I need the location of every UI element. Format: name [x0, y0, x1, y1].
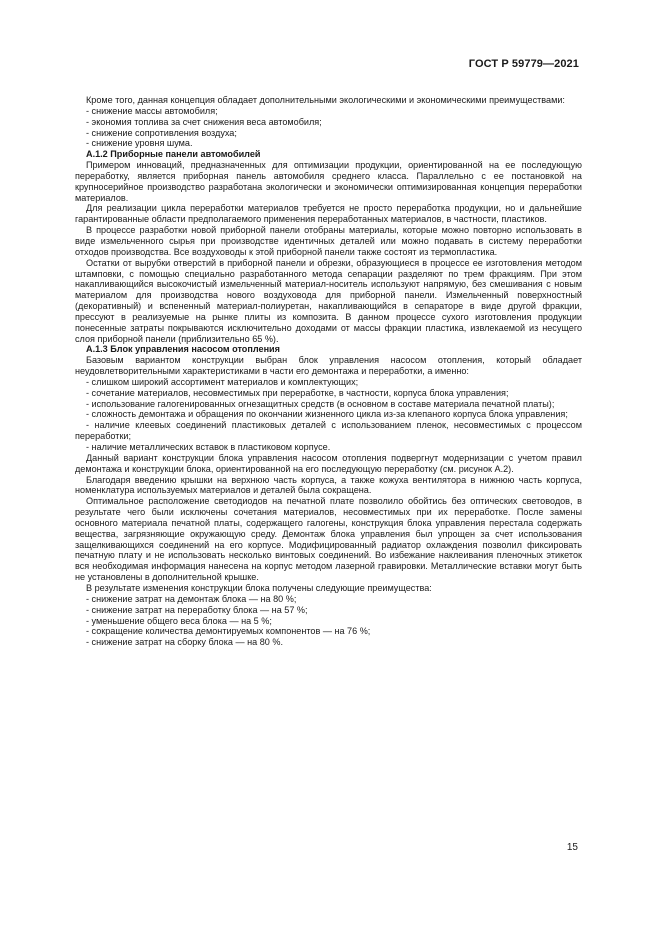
list-item: - наличие клеевых соединений пластиковых деталей с использованием пленок, несовместимых с процессом переработки;	[75, 420, 582, 442]
paragraph: Оптимальное расположение светодиодов на печатной плате позволило обойтись без оптических световодов, в результате чего были исключены сочетания материалов, несовместимых при их переработке. После замены основного материала печатной платы, содержащего галогены, конструкция блока управления перестала содержать вещества, загрязняющие окружающую среду. Демонтаж блока управления был упрощен за счет использования защелкивающихся соединений на его корпусе. Модифицированный радиатор охлаждения позволил фиксировать печатную плату и не использовать несколько винтовых соединений. Во избежание наклеивания пленочных этикеток вся необходимая информация нанесена на корпус методом лазерной гравировки. Металлические вставки могут быть не установлены в дополнительной крышке.	[75, 496, 582, 583]
paragraph: Благодаря введению крышки на верхнюю часть корпуса, а также кожуха вентилятора в нижнюю часть корпуса, номенклатура используемых материалов и деталей была сокращена.	[75, 474, 582, 496]
list-item: - сокращение количества демонтируемых компонентов — на 76 %;	[86, 626, 371, 637]
paragraph: В результате изменения конструкции блока получены следующие преимущества:	[86, 582, 432, 593]
paragraph: Базовым вариантом конструкции выбран блок управления насосом отопления, который обладает неудовлетворительными характеристиками в части его демонтажа и переработки, а именно:	[75, 355, 582, 377]
paragraph: Для реализации цикла переработки материалов требуется не просто переработка продукции, но и дальнейшие гарантированные области предполагаемого применения переработанных материалов, в частности, пластиков.	[75, 203, 582, 225]
list-item: - наличие металлических вставок в пластиковом корпусе.	[86, 442, 331, 452]
list-item: - снижение массы автомобиля;	[86, 105, 218, 116]
paragraph: Примером инноваций, предназначенных для оптимизации продукции, ориентированной на ее последующую переработку, является приборная панель автомобиля среднего класса. Параллельно с ее постановкой на крупносерийное производство разработана экологически и экономически оптимизированная концепция переработки материалов.	[75, 160, 582, 203]
list-item: - использование галогенированных огнезащитных средств (в основном в составе материала печатной платы);	[86, 398, 555, 409]
section-heading-a12: А.1.2 Приборные панели автомобилей	[86, 149, 261, 160]
page-number: 15	[566, 842, 578, 853]
list-item: - уменьшение общего веса блока — на 5 %;	[86, 615, 272, 626]
list-item: - сочетание материалов, несовместимых при переработке, в частности, корпуса блока управления;	[86, 387, 509, 398]
paragraph: Остатки от вырубки отверстий в приборной панели и обрезки, образующиеся в процессе ее изготовления методом штамповки, с помощью специально разработанного метода сепарации разделяют по трем фракциям. При этом накапливающийся высокочистый измельченный материал-носитель используют напрямую, без смешивания с новым материалом для производства нового воздуховода для приборной панели. Измельченный поверхностный (декоративный) и вспененный материал-полиуретан, накапливающийся в сепараторе в виде другой фракции, прессуют в реализуемые на рынке плиты из композита. В данном процессе сухого изготовления продукции понесенные затраты покрываются исключительно доходами от массы фракции пластика, извлекаемой из несущего слоя приборной панели (приблизительно 65 %).	[75, 257, 582, 344]
list-item: - снижение затрат на переработку блока — на 57 %;	[86, 604, 308, 615]
list-item: - слишком широкий ассортимент материалов и комплектующих;	[86, 376, 359, 387]
list-item: - сложность демонтажа и обращения по окончании жизненного цикла из-за клепаного корпуса блока управления;	[86, 409, 568, 420]
list-item: - снижение уровня шума.	[86, 138, 193, 149]
intro-paragraph: Кроме того, данная концепция обладает дополнительными экологическими и экономическими преимуществами:	[86, 95, 565, 105]
list-item: - снижение сопротивления воздуха;	[86, 127, 237, 138]
paragraph: Данный вариант конструкции блока управления насосом отопления подвергнут модернизации с учетом правил демонтажа и конструкции блока, ориентированной на его последующую переработку (см. рисунок А.2).	[75, 452, 582, 474]
list-item: - экономия топлива за счет снижения веса автомобиля;	[86, 116, 322, 127]
page-body	[75, 95, 582, 648]
list-item: - снижение затрат на сборку блока — на 80 %.	[86, 637, 283, 648]
paragraph: В процессе разработки новой приборной панели отобраны материалы, которые можно повторно использовать в виде измельченного сырья при производстве идентичных деталей или можно подавать в систему переработки отходов производства. Все воздуховоды к этой приборной панели также состоят из термопластика.	[75, 225, 582, 257]
list-item: - снижение затрат на демонтаж блока — на 80 %;	[86, 593, 297, 604]
standard-designation: ГОСТ Р 59779—2021	[468, 58, 579, 70]
section-heading-a13: А.1.3 Блок управления насосом отопления	[86, 344, 280, 355]
